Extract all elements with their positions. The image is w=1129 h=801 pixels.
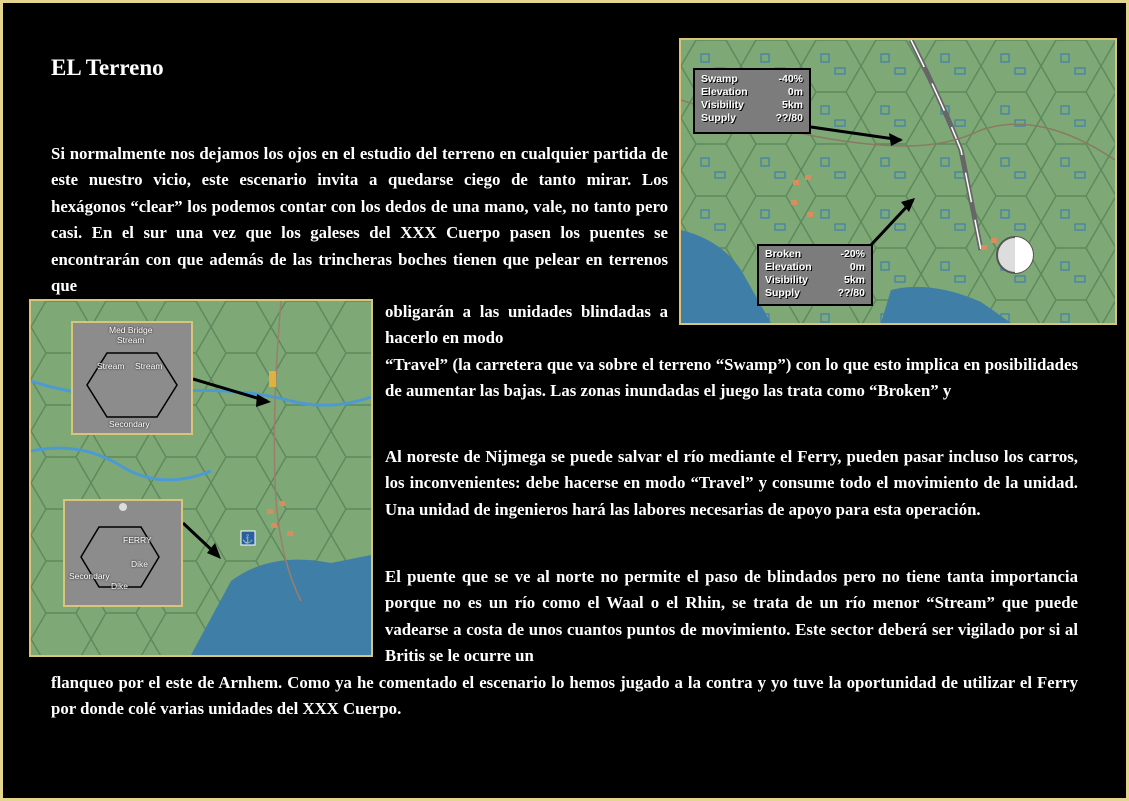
info-value: -20% [840,248,865,260]
info-label: Supply [765,287,801,299]
info-label: Swamp [701,73,738,85]
stream-top-label: Stream [117,335,145,345]
info-value: 0m [787,86,803,98]
info-value: ??/80 [775,112,803,124]
paragraph-3a: El puente que se ve al norte no permite el paso de blindados pero no tiene tanta importancia porque no es un río como el Waal o el Rhin, se trata de un río menor “Stream” que puede vadearse a costa de unos cuantos puntos de movimiento. Este sector deberá ser vigilado por si al Britis se le ocurre un [385,567,1078,666]
ferry-label: FERRY [123,535,152,545]
paragraph-1c: “Travel” (la carretera que va sobre el terreno “Swamp”) con lo que esto implica en posibilidades de aumentar las bajas. Las zonas inundadas el juego las trata como “Broken” y [385,355,1078,401]
info-row [765,287,865,300]
info-row [701,99,803,112]
info-label: Elevation [701,86,748,98]
info-row [701,112,803,125]
info-label: Supply [701,112,737,124]
page-title: EL Terreno [51,55,164,80]
stream-right-label: Stream [135,361,163,371]
page [3,3,1126,798]
paragraph-2: Al noreste de Nijmega se puede salvar el río mediante el Ferry, pueden pasar incluso los carros, los inconvenientes: debe hacerse en modo “Travel” y consume todo el movimiento de la unidad. Una unidad de ingenieros hará las labores necesarias de apoyo para esta operación. [385,447,1078,519]
info-row [701,86,803,99]
paragraph-3b: flanqueo por el este de Arnhem. Como ya he comentado el escenario lo hemos jugado a la contra y yo tuve la oportunidad de utilizar el Ferry por donde colé varias unidades del XXX Cuerpo. [51,673,1078,719]
info-row [765,261,865,274]
terrain-info-box-swamp [693,68,811,134]
bridge-label: Med Bridge [109,325,153,335]
paragraph-1a: Si normalmente nos dejamos los ojos en el estudio del terreno en cualquier partida de este nuestro vicio, este escenario invita a quedarse ciego de tanto mirar. Los hexágonos “clear” los podemos contar con los dedos de una mano, vale, no tanto pero casi. En el sur una vez que los galeses del XXX Cuerpo pasen los puentes se encontrarán con que además de las trincheras boches tienen que pelear en terrenos que [51,144,668,296]
info-row [701,73,803,86]
terrain-detail-box-bridge [71,321,193,435]
terrain-map-top-right [679,38,1117,325]
svg-text:⚓: ⚓ [242,534,254,544]
info-value: -40% [778,73,803,85]
secondary-label: Secondary [109,419,150,429]
info-label: Visibility [765,274,808,286]
info-label: Visibility [701,99,744,111]
terrain-detail-box-ferry [63,499,183,607]
secondary-label: Secondary [69,571,110,581]
info-value: 5km [843,274,865,286]
paragraph-1b: obligarán a las unidades blindadas a hacerlo en modo [385,302,668,348]
dike-bottom-label: Dike [111,581,129,591]
info-value: 0m [849,261,865,273]
info-value: ??/80 [837,287,865,299]
terrain-info-box-broken [757,244,873,306]
info-row [765,248,865,261]
info-value: 5km [781,99,803,111]
info-label: Elevation [765,261,812,273]
dike-mid-label: Dike [131,559,149,569]
info-row [765,274,865,287]
stream-left-label: Stream [97,361,125,371]
terrain-map-left [29,299,373,657]
info-label: Broken [765,248,802,260]
